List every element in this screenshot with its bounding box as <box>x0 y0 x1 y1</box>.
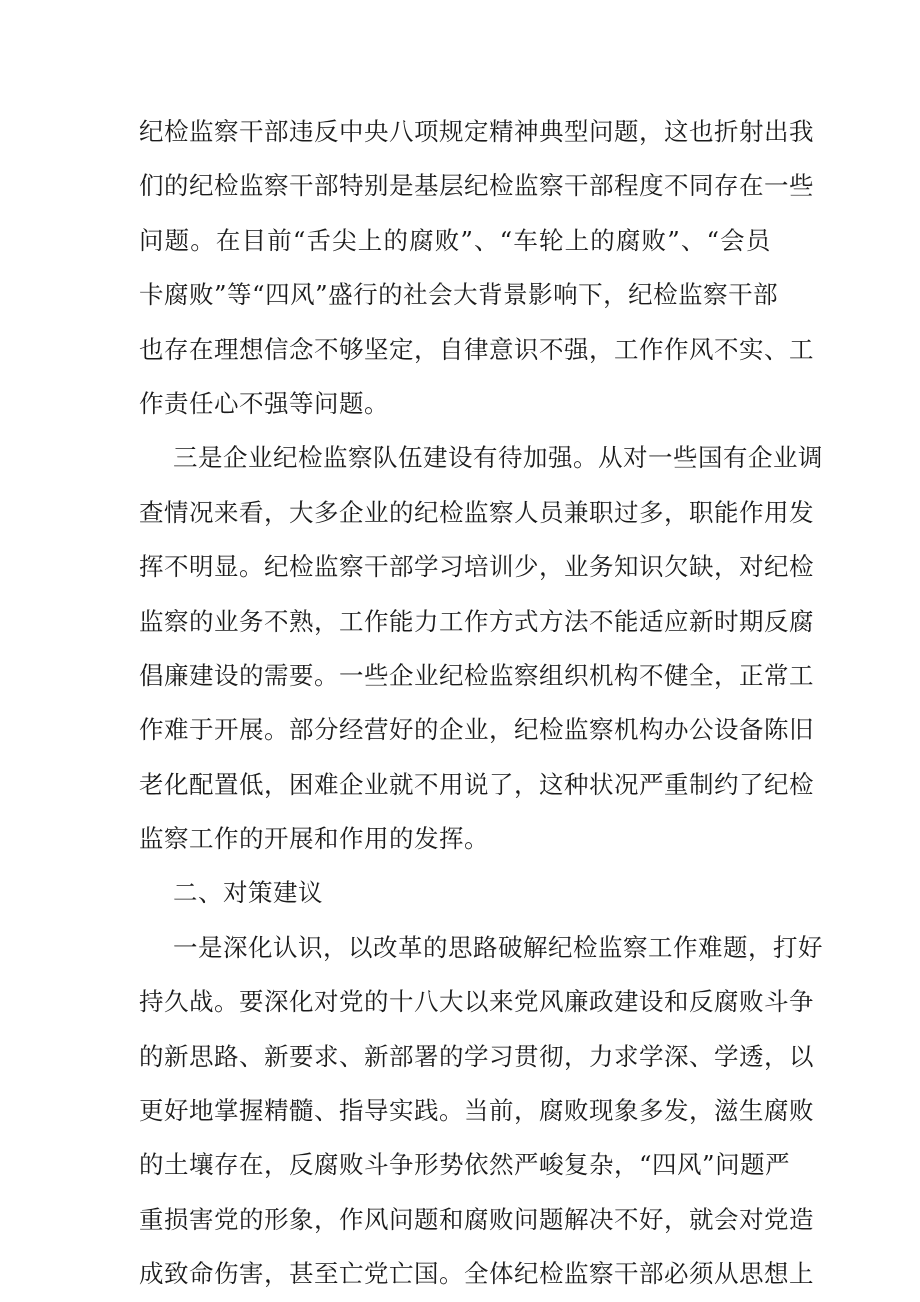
text-line: 也 存 在 理 想 信 念 不 够 坚 定 ， 自 律 意 识 不 强 ， 工 作 作 风 不 实 、 工 <box>139 334 814 364</box>
text-line: 的 土 壤 存 在 ， 反 腐 败 斗 争 形 势 依 然 严 峻 复 杂 ， “ 四 风 ” 问 题 严 <box>139 1150 791 1180</box>
text-line: 们 的 纪 检 监 察 干 部 特 别 是 基 层 纪 检 监 察 干 部 程 度 不 同 存 在 一 些 <box>139 171 814 201</box>
text-line: 纪 检 监 察 干 部 违 反 中 央 八 项 规 定 精 神 典 型 问 题 ， 这 也 折 射 出 我 <box>139 117 814 146</box>
text-line: 一 是 深 化 认 识 ， 以 改 革 的 思 路 破 解 纪 检 监 察 工 作 难 题 ， 打 好 <box>173 932 823 962</box>
text-line: 成 致 命 伤 害 ， 甚 至 亡 党 亡 国 。 全 体 纪 检 监 察 干 部 必 须 从 思 想 上 <box>139 1259 814 1289</box>
text-line: 的 新 思 路 、 新 要 求 、 新 部 署 的 学 习 贯 彻 ， 力 求 学 深 、 学 透 ， 以 <box>139 1041 814 1071</box>
document-body <box>139 105 823 1302</box>
text-line: 挥 不 明 显 。 纪 检 监 察 干 部 学 习 培 训 少 ， 业 务 知 识 欠 缺 ， 对 纪 检 <box>139 552 814 582</box>
text-line: 重 损 害 党 的 形 象 ， 作 风 问 题 和 腐 败 问 题 解 决 不 好 ， 就 会 对 党 造 <box>139 1204 814 1234</box>
text-line: 老 化 配 置 低 ， 困 难 企 业 就 不 用 说 了 ， 这 种 状 况 严 重 制 约 了 纪 检 <box>139 769 814 799</box>
text-line: 作责任心不强等问题。 <box>139 388 389 418</box>
text-line: 查 情 况 来 看 ， 大 多 企 业 的 纪 检 监 察 人 员 兼 职 过 多 ， 职 能 作 用 发 <box>139 497 814 527</box>
text-line: 监察工作的开展和作用的发挥。 <box>139 824 489 854</box>
text-line: 更 好 地 掌 握 精 髓 、 指 导 实 践 。 当 前 ， 腐 败 现 象 多 发 ， 滋 生 腐 败 <box>139 1096 814 1126</box>
text-line: 卡 腐 败 ” 等 “ 四 风 ” 盛 行 的 社 会 大 背 景 影 响 下 ， 纪 检 监 察 干 部 <box>139 280 779 310</box>
text-line: 三 是 企 业 纪 检 监 察 队 伍 建 设 有 待 加 强 。 从 对 一 些 国 有 企 业 调 <box>173 443 823 473</box>
text-line: 持 久 战 。 要 深 化 对 党 的 十 八 大 以 来 党 风 廉 政 建 设 和 反 腐 败 斗 争 <box>139 987 814 1017</box>
text-line: 倡 廉 建 设 的 需 要 。 一 些 企 业 纪 检 监 察 组 织 机 构 不 健 全 ， 正 常 工 <box>139 660 814 690</box>
text-line: 问 题 。 在 目 前 “ 舌 尖 上 的 腐 败 ” 、 “ 车 轮 上 的 腐 败 ” 、 “ 会 员 <box>139 225 771 255</box>
text-line: 监 察 的 业 务 不 熟 ， 工 作 能 力 工 作 方 式 方 法 不 能 适 应 新 时 期 反 腐 <box>139 606 814 636</box>
text-line: 作 难 于 开 展 。 部 分 经 营 好 的 企 业 ， 纪 检 监 察 机 构 办 公 设 备 陈 旧 <box>139 715 814 745</box>
text-line: 二、对策建议 <box>173 878 323 908</box>
